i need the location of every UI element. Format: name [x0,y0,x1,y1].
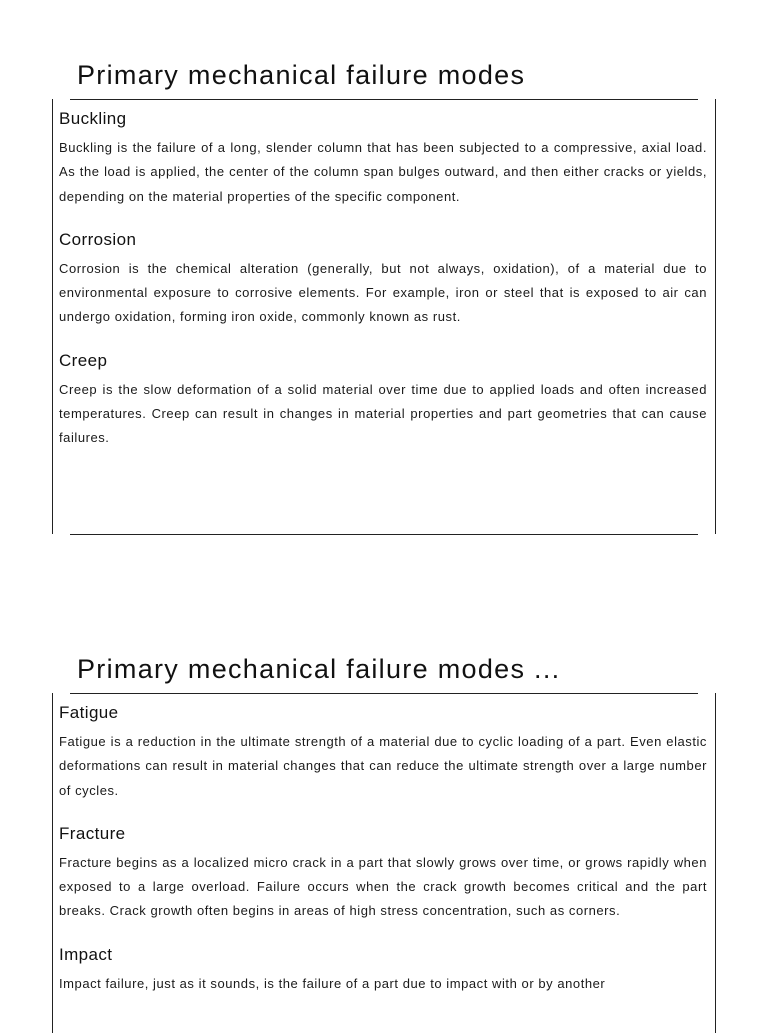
slide-title: Primary mechanical failure modes [77,60,526,90]
section-heading: Creep [59,350,108,370]
section-body: Corrosion is the chemical alteration (generally, but not always, oxidation), of a material due to environmental exposure to corrosive elements. For example, iron or steel that is exposed to air can undergo oxidation, forming iron oxide, commonly known as rust. [59,260,707,325]
section-heading: Fracture [59,823,126,843]
title-divider [70,693,698,694]
section-body: Impact failure, just as it sounds, is the failure of a part due to impact with or by another [59,975,606,991]
section-corrosion [59,229,707,330]
section-fracture [59,823,707,924]
slide-left-border [52,693,53,1033]
section-heading: Fatigue [59,703,119,722]
title-divider [70,99,698,100]
slide-2 [0,594,768,1024]
section-heading: Corrosion [59,229,137,249]
slide-left-border [52,99,53,534]
section-heading: Impact [59,944,113,964]
section-fatigue [59,702,707,803]
bottom-divider [70,534,698,535]
slide-content [59,702,707,1016]
section-heading: Buckling [59,109,127,128]
section-buckling [59,108,707,209]
section-body: Creep is the slow deformation of a solid material over time due to applied loads and often increased temperatures. Creep can result in changes in material properties and part geometries that can cause failures. [59,381,707,446]
slide-right-border [715,99,716,534]
section-body: Fatigue is a reduction in the ultimate strength of a material due to cyclic loading of a part. Even elastic deformations can result in material changes that can reduce the ultimate strength over a large number of cycles. [59,734,707,798]
section-body: Buckling is the failure of a long, slender column that has been subjected to a compressive, axial load. As the load is applied, the center of the column span bulges outward, and then either cracks or yields, depending on the material properties of the specific component. [59,140,707,204]
slide-right-border [715,693,716,1033]
section-creep [59,350,707,451]
section-body: Fracture begins as a localized micro crack in a part that slowly grows over time, or grows rapidly when exposed to a large overload. Failure occurs when the crack growth becomes critical and the part breaks. Crack growth often begins in areas of high stress concentration, such as corners. [59,854,707,919]
slide-title: Primary mechanical failure modes ... [77,654,561,684]
section-impact [59,944,707,996]
slide-content [59,108,707,471]
